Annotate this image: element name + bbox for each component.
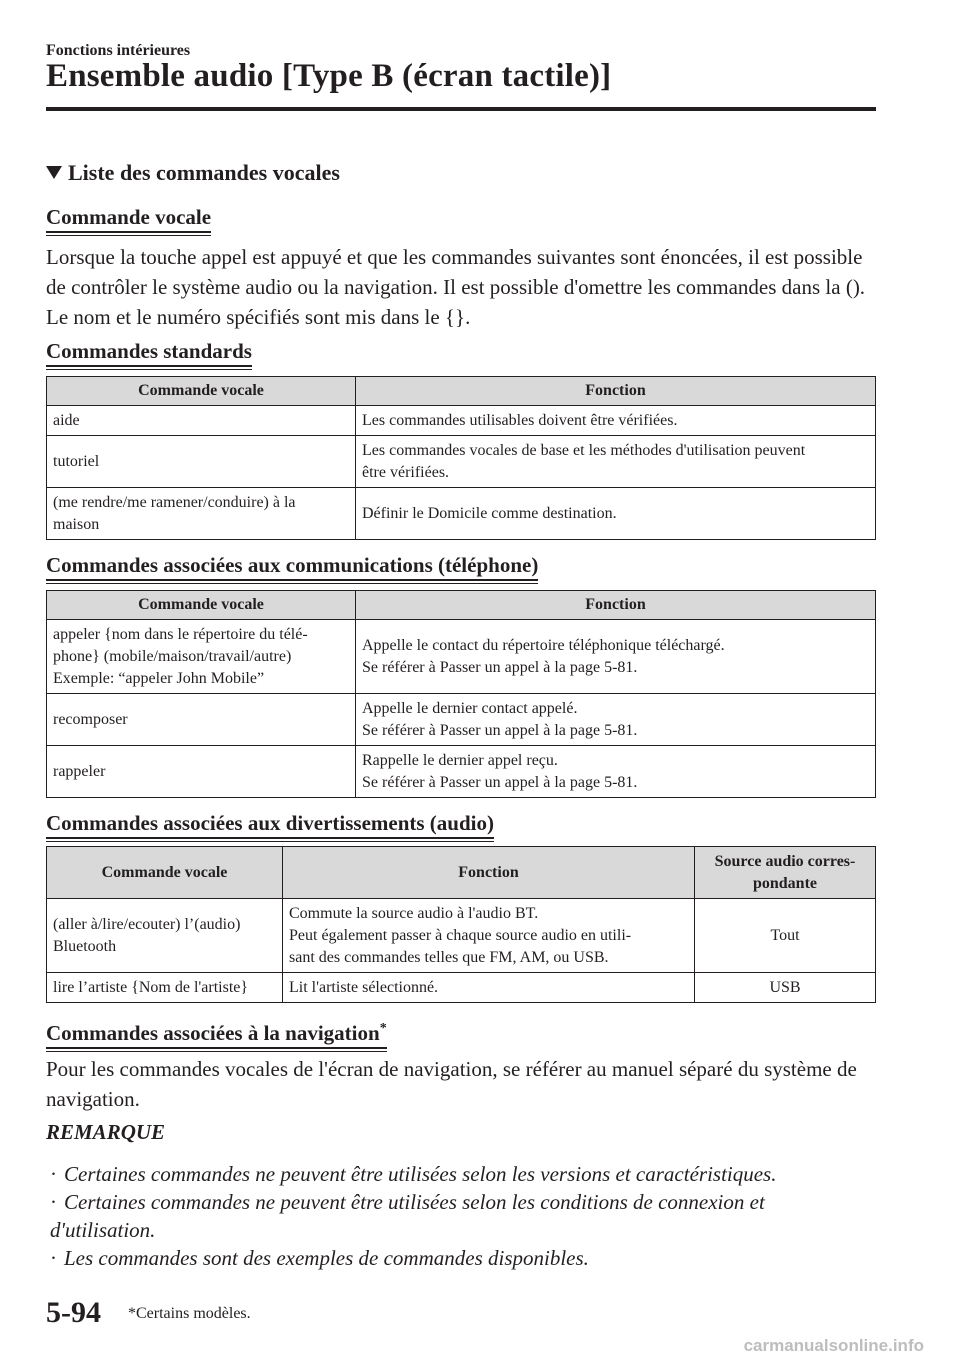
function-cell: Appelle le dernier contact appelé. Se référer à Passer un appel à la page 5-81. [356,694,876,746]
function-cell: Commute la source audio à l'audio BT. Peut également passer à chaque source audio en utili- sant des commandes telles que FM, AM, ou USB. [283,899,695,973]
audio-commands-heading: Commandes associées aux divertissements (audio) [46,810,494,839]
bullet-icon: · [50,1246,57,1270]
table-row [47,694,876,746]
function-cell: Définir le Domicile comme destination. [356,488,876,540]
page-title: Ensemble audio [Type B (écran tactile)] [46,58,612,94]
column-header: Source audio corres- pondante [695,847,876,899]
page-number: 5-94 [46,1296,101,1329]
list-heading [46,160,340,186]
table-row [47,899,876,973]
command-cell: appeler {nom dans le répertoire du télé- phone} (mobile/maison/travail/autre) Exemple: “appeler John Mobile” [47,620,356,694]
standard-commands-table [46,376,876,540]
voice-command-heading: Commande vocale [46,204,211,233]
column-header: Fonction [356,377,876,406]
watermark: carmanualsonline.info [743,1336,924,1355]
table-row [47,620,876,694]
title-divider [46,107,876,111]
command-cell: (aller à/lire/ecouter) l’(audio) Bluetooth [47,899,283,973]
voice-command-intro: Lorsque la touche appel est appuyé et que les commandes suivantes sont énoncées, il est possible de contrôler le système audio ou la navigation. Il est possible d'omettre les commandes dans la (). Le nom et le numéro spécifiés sont mis dans le {}. [46,245,866,329]
note-text: Les commandes sont des exemples de commandes disponibles. [64,1246,589,1270]
navigation-text: Pour les commandes vocales de l'écran de navigation, se référer au manuel séparé du système de navigation. [46,1057,857,1111]
table-row [47,488,876,540]
note-item [50,1188,870,1216]
table-header-row [47,377,876,406]
phone-commands-table [46,590,876,798]
function-cell: Rappelle le dernier appel reçu. Se référer à Passer un appel à la page 5-81. [356,746,876,798]
note-item [50,1160,870,1188]
table-row [47,973,876,1003]
command-cell: recomposer [47,694,356,746]
footnote: *Certains modèles. [128,1305,251,1322]
function-cell: Appelle le contact du répertoire téléphonique téléchargé. Se référer à Passer un appel à la page 5-81. [356,620,876,694]
command-cell: lire l’artiste {Nom de l'artiste} [47,973,283,1003]
command-cell: (me rendre/me ramener/conduire) à la maison [47,488,356,540]
note-item [50,1244,870,1272]
note-item-continuation: d'utilisation. [50,1218,156,1242]
triangle-down-icon [46,166,62,179]
standard-commands-heading: Commandes standards [46,338,252,367]
note-text: Certaines commandes ne peuvent être utilisées selon les conditions de connexion et [64,1190,765,1214]
column-header: Fonction [283,847,695,899]
function-cell: Les commandes vocales de base et les méthodes d'utilisation peuvent être vérifiées. [356,436,876,488]
table-header-row [47,847,876,899]
command-cell: aide [47,406,356,436]
table-row [47,746,876,798]
source-cell: USB [695,973,876,1003]
note-text: Certaines commandes ne peuvent être utilisées selon les versions et caractéristiques. [64,1162,777,1186]
bullet-icon: · [50,1162,57,1186]
column-header: Fonction [356,591,876,620]
list-heading-text: Liste des commandes vocales [68,160,340,185]
table-header-row [47,591,876,620]
source-cell: Tout [695,899,876,973]
audio-commands-table [46,846,876,1003]
note-heading: REMARQUE [46,1120,166,1144]
column-header: Commande vocale [47,847,283,899]
section-label: Fonctions intérieures [46,42,191,59]
column-header: Commande vocale [47,377,356,406]
footnote-marker: * [379,1021,387,1036]
bullet-icon: · [50,1190,57,1214]
table-row [47,436,876,488]
navigation-heading-text: Commandes associées à la navigation [46,1021,380,1045]
command-cell: rappeler [47,746,356,798]
table-row [47,406,876,436]
command-cell: tutoriel [47,436,356,488]
column-header: Commande vocale [47,591,356,620]
navigation-commands-heading [46,1016,387,1049]
phone-commands-heading: Commandes associées aux communications (téléphone) [46,552,538,581]
function-cell: Les commandes utilisables doivent être vérifiées. [356,406,876,436]
function-cell: Lit l'artiste sélectionné. [283,973,695,1003]
